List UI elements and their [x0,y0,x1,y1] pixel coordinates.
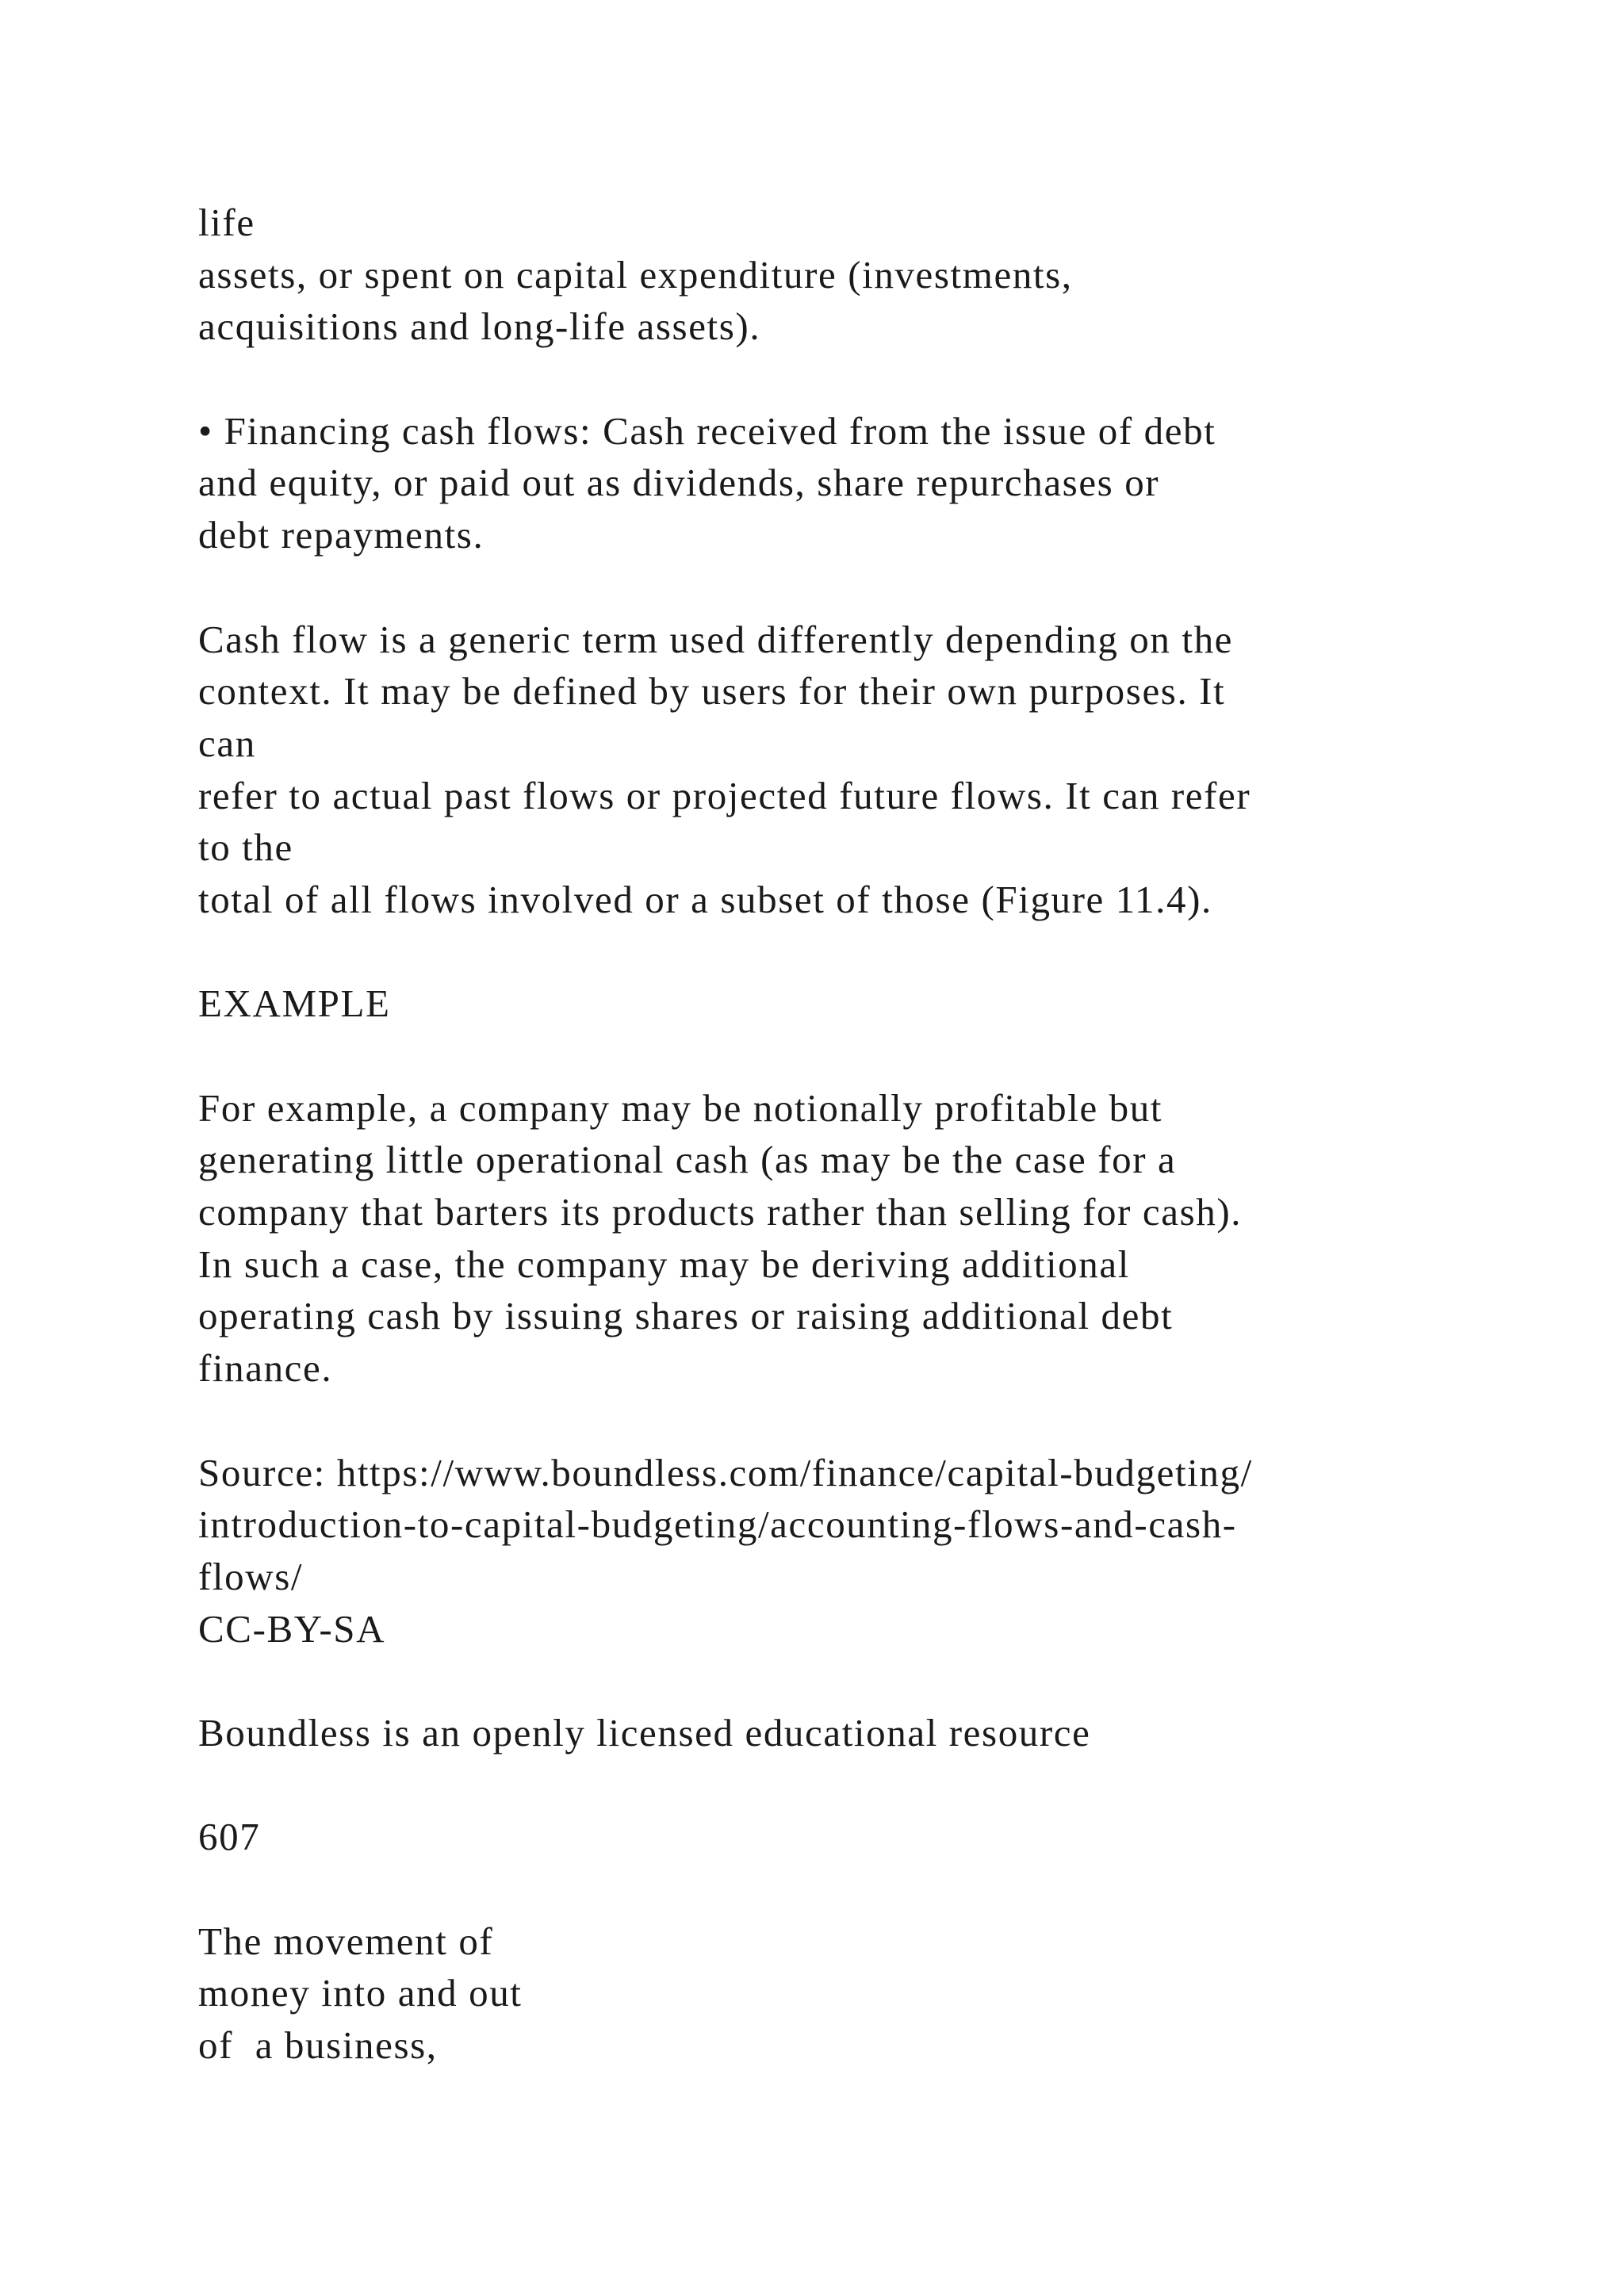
page-number [198,1811,1546,1863]
text-line: EXAMPLE [198,982,391,1026]
text-line: to the [198,825,293,870]
text-line: context. It may be defined by users for their own purposes. It [198,669,1226,714]
paragraph-gap [198,926,1546,978]
text-line: finance. [198,1346,333,1391]
text-line: debt repayments. [198,513,485,557]
text-line: of a business, [198,2023,438,2068]
text-line: acquisitions and long-life assets). [198,304,761,349]
text-line: can [198,721,256,765]
paragraph-investing-continuation [198,197,1546,353]
text-line: In such a case, the company may be deriving additional [198,1242,1130,1286]
text-line: company that barters its products rather than selling for cash). [198,1190,1243,1234]
paragraph-cash-flow-generic [198,614,1546,926]
paragraph-gap [198,1863,1546,1915]
text-line: generating little operational cash (as may be the case for a [198,1138,1177,1182]
document-body [198,197,1546,2072]
text-line: money into and out [198,1971,523,2015]
text-line: total of all flows involved or a subset of those (Figure 11.4). [198,877,1212,921]
paragraph-boundless-note [198,1707,1546,1759]
paragraph-gap [198,561,1546,614]
text-line: operating cash by issuing shares or raising additional debt [198,1294,1174,1338]
example-heading [198,978,1546,1030]
license-text: CC-BY-SA [198,1606,386,1651]
paragraph-gap [198,1655,1546,1707]
paragraph-financing-cash-flows [198,405,1546,561]
paragraph-margin-definition [198,1915,1546,2072]
text-line: Source: https://www.boundless.com/finance/capital-budgeting/ [198,1450,1253,1494]
paragraph-gap [198,1395,1546,1447]
text-line: life [198,201,255,244]
paragraph-gap [198,1030,1546,1082]
paragraph-gap [198,1759,1546,1812]
text-line: • Financing cash flows: Cash received from the issue of debt [198,408,1216,453]
text-line: introduction-to-capital-budgeting/accounting-flows-and-cash- [198,1502,1237,1547]
text-line: Cash flow is a generic term used differently depending on the [198,617,1234,661]
paragraph-example-body [198,1082,1546,1395]
paragraph-gap [198,353,1546,405]
text-line: refer to actual past flows or projected future flows. It can refer [198,773,1251,817]
text-line: assets, or spent on capital expenditure (investments, [198,252,1073,297]
text-line: For example, a company may be notionally profitable but [198,1085,1163,1130]
text-line: Boundless is an openly licensed educational resource [198,1710,1091,1755]
page-number-text: 607 [198,1815,261,1859]
text-line: flows/ [198,1554,304,1598]
text-line: The movement of [198,1919,494,1963]
text-line: and equity, or paid out as dividends, share repurchases or [198,461,1160,505]
paragraph-source [198,1447,1546,1655]
